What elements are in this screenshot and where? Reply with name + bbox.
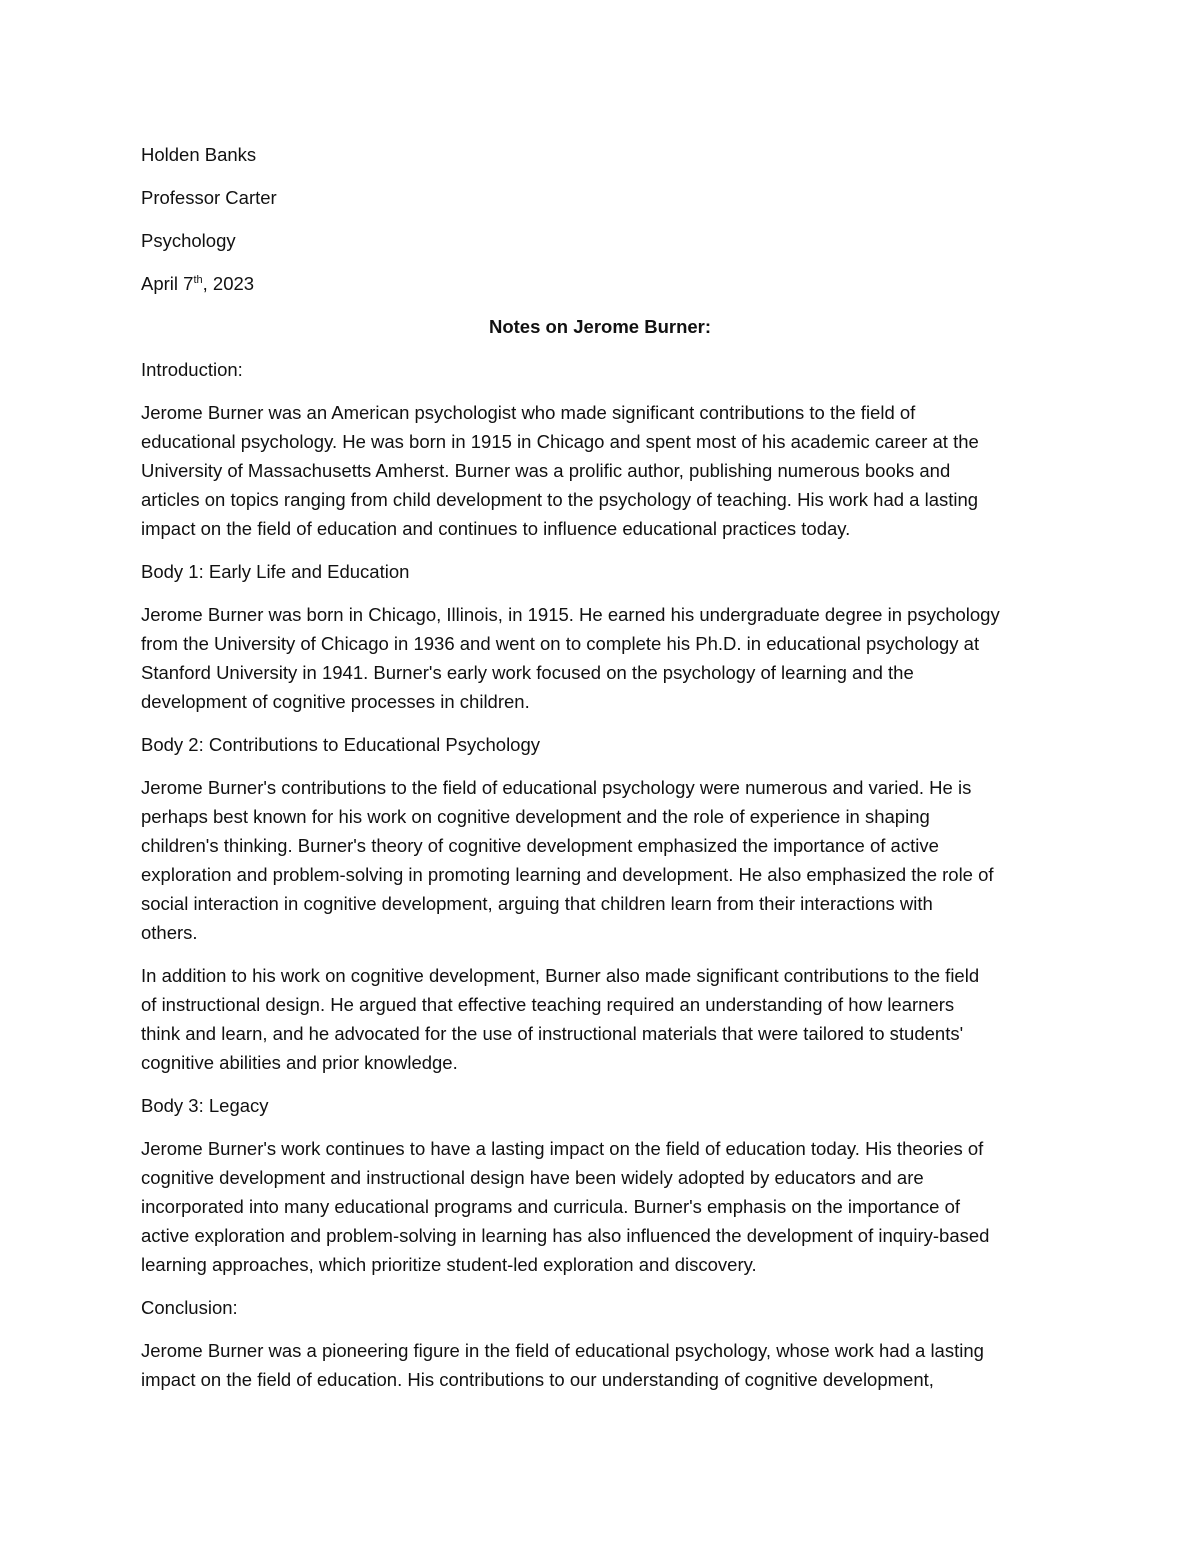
paragraph-line: exploration and problem-solving in promoting learning and development. He also emphasized the role of: [141, 864, 994, 885]
paragraph-line: Jerome Burner's contributions to the field of educational psychology were numerous and varied. He is: [141, 777, 972, 798]
body1-heading: Body 1: Early Life and Education: [141, 561, 410, 582]
paragraph-line: cognitive development and instructional design have been widely adopted by educators and are: [141, 1167, 924, 1188]
paragraph-line: of instructional design. He argued that effective teaching required an understanding of how learners: [141, 994, 955, 1015]
paragraph-line: Jerome Burner was born in Chicago, Illinois, in 1915. He earned his undergraduate degree in psychology: [141, 604, 1000, 625]
paragraph-line: Jerome Burner's work continues to have a lasting impact on the field of education today. His theories of: [141, 1138, 984, 1159]
paragraph-line: impact on the field of education and continues to influence educational practices today.: [141, 518, 851, 539]
paragraph-line: articles on topics ranging from child development to the psychology of teaching. His work had a lasting: [141, 489, 979, 510]
paragraph-line: active exploration and problem-solving in learning has also influenced the development of inquiry-based: [141, 1225, 990, 1246]
professor-name: Professor Carter: [141, 187, 277, 208]
paragraph-line: Stanford University in 1941. Burner's early work focused on the psychology of learning and the: [141, 662, 914, 683]
paragraph-line: development of cognitive processes in children.: [141, 691, 530, 712]
date-suffix: , 2023: [202, 273, 255, 294]
body2-paragraph-1: [141, 773, 1059, 947]
paragraph-line: social interaction in cognitive development, arguing that children learn from their interactions with: [141, 893, 933, 914]
paragraph-line: think and learn, and he advocated for the use of instructional materials that were tailored to students': [141, 1023, 964, 1044]
course-name: Psychology: [141, 230, 236, 251]
document-title: Notes on Jerome Burner:: [488, 316, 712, 337]
author-name: Holden Banks: [141, 144, 257, 165]
paragraph-line: impact on the field of education. His contributions to our understanding of cognitive development,: [141, 1369, 934, 1390]
paragraph-line: Jerome Burner was an American psychologist who made significant contributions to the field of: [141, 402, 916, 423]
paragraph-line: educational psychology. He was born in 1915 in Chicago and spent most of his academic career at the: [141, 431, 979, 452]
paragraph-line: University of Massachusetts Amherst. Burner was a prolific author, publishing numerous books and: [141, 460, 951, 481]
paragraph-line: children's thinking. Burner's theory of cognitive development emphasized the importance of active: [141, 835, 939, 856]
body3-paragraph: [141, 1134, 1059, 1279]
paragraph-line: learning approaches, which prioritize student-led exploration and discovery.: [141, 1254, 757, 1275]
intro-paragraph: [141, 398, 1059, 543]
body3-heading: Body 3: Legacy: [141, 1095, 269, 1116]
document-page: [141, 140, 1059, 1408]
paragraph-line: Jerome Burner was a pioneering figure in the field of educational psychology, whose work had a lasting: [141, 1340, 984, 1361]
intro-heading: Introduction:: [141, 359, 243, 380]
paragraph-line: cognitive abilities and prior knowledge.: [141, 1052, 458, 1073]
body2-heading: Body 2: Contributions to Educational Psychology: [141, 734, 541, 755]
paragraph-line: In addition to his work on cognitive development, Burner also made significant contributions to the field: [141, 965, 980, 986]
conclusion-heading: Conclusion:: [141, 1297, 238, 1318]
paragraph-line: incorporated into many educational programs and curricula. Burner's emphasis on the importance of: [141, 1196, 960, 1217]
date-superscript: th: [193, 274, 203, 286]
document-date: [141, 269, 1059, 298]
paragraph-line: perhaps best known for his work on cognitive development and the role of experience in shaping: [141, 806, 930, 827]
date-prefix: April 7: [141, 273, 194, 294]
conclusion-paragraph: [141, 1336, 1059, 1394]
body1-paragraph: [141, 600, 1059, 716]
paragraph-line: from the University of Chicago in 1936 and went on to complete his Ph.D. in educational psychology at: [141, 633, 980, 654]
body2-paragraph-2: [141, 961, 1059, 1077]
paragraph-line: others.: [141, 922, 198, 943]
